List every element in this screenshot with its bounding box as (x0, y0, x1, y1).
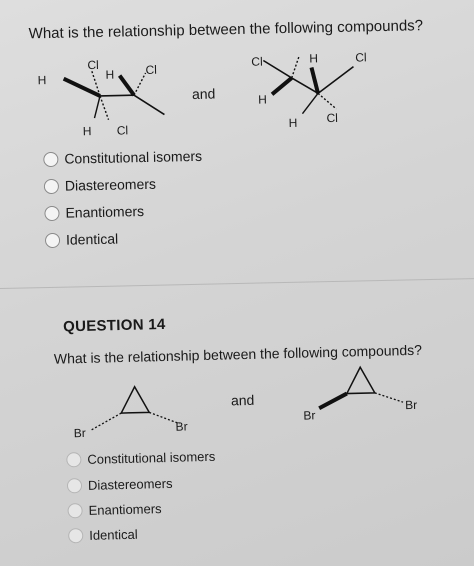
option-label: Identical (89, 526, 138, 543)
radio-button[interactable] (66, 452, 81, 467)
question-14-compound-b (300, 361, 442, 434)
q14-compound-a-label-br-left: Br (73, 425, 86, 441)
question-14-prompt: What is the relationship between the following compounds? (53, 341, 423, 367)
radio-button[interactable] (44, 178, 59, 193)
q13-option-identical[interactable] (45, 231, 118, 249)
q14-option-enantiomers[interactable] (67, 501, 161, 518)
q13-option-diastereomers[interactable] (44, 176, 156, 194)
compound-b-label-h-left: H (257, 92, 267, 107)
compound-a-label-cl-top: Cl (87, 57, 99, 73)
q14-compound-b-label-br-right: Br (404, 397, 418, 413)
option-label: Enantiomers (65, 203, 145, 221)
option-label: Constitutional isomers (64, 147, 203, 167)
question-13-and-label: and (191, 85, 216, 102)
radio-button[interactable] (67, 478, 82, 493)
question-14-heading: QUESTION 14 (62, 315, 166, 336)
option-label: Diastereomers (64, 175, 157, 194)
question-13 (0, 0, 474, 282)
radio-button[interactable] (68, 528, 83, 543)
radio-button[interactable] (43, 151, 58, 166)
compound-b-label-h-top: H (309, 51, 319, 66)
question-14-and-label: and (230, 391, 255, 409)
q13-option-constitutional-isomers[interactable] (43, 148, 202, 167)
radio-button[interactable] (67, 503, 82, 518)
compound-b-label-cl-bottom: Cl (326, 110, 339, 126)
option-label: Diastereomers (87, 475, 173, 493)
question-14 (0, 270, 474, 565)
compound-b-label-cl-left: Cl (251, 54, 263, 69)
compound-b-label-cl-right: Cl (355, 50, 367, 65)
compound-a-label-cl-bottom: Cl (116, 123, 129, 138)
compound-a-label-h-left: H (37, 73, 47, 88)
question-13-prompt: What is the relationship between the following compounds? (28, 17, 424, 43)
radio-button[interactable] (45, 232, 60, 247)
q13-option-enantiomers[interactable] (44, 203, 144, 221)
compound-a-label-h-bottom: H (82, 124, 92, 139)
option-label: Identical (65, 230, 119, 248)
radio-button[interactable] (44, 205, 59, 220)
compound-a-label-cl-right: Cl (145, 62, 157, 77)
option-label: Enantiomers (88, 501, 162, 518)
q14-option-diastereomers[interactable] (67, 476, 173, 494)
q14-option-constitutional-isomers[interactable] (66, 449, 215, 468)
q14-compound-b-label-br-left: Br (303, 408, 316, 423)
compound-b-label-h-bottom: H (288, 115, 298, 130)
option-label: Constitutional isomers (87, 448, 216, 467)
q14-compound-a-label-br-right: Br (175, 419, 188, 434)
question-14-compound-a (84, 377, 226, 450)
compound-a-label-h-top: H (105, 67, 115, 82)
q14-option-identical[interactable] (68, 527, 138, 544)
